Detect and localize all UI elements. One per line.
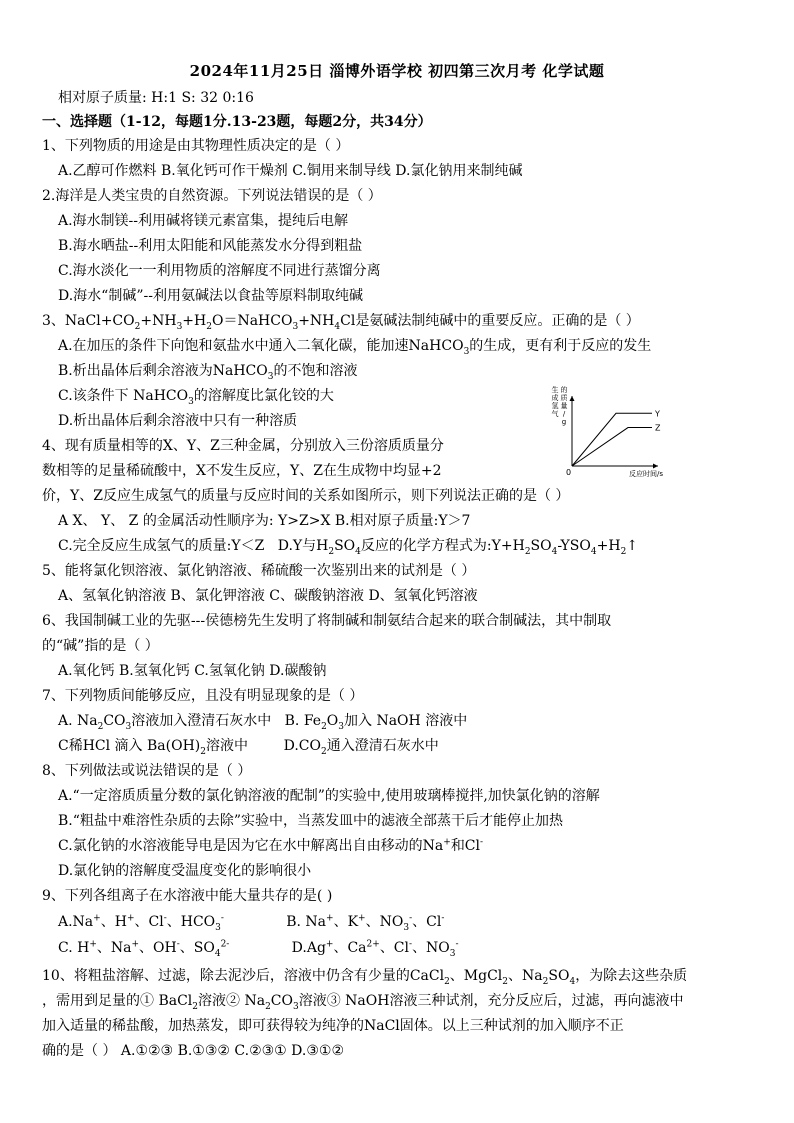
- hydrogen-mass-chart: [546, 382, 666, 478]
- question-4-line-3: 价，Y、Z反应生成氢气的质量与反应时间的关系如图所示，则下列说法正确的是（ ）: [42, 488, 570, 504]
- x-axis-label: 反应时间/s: [628, 470, 664, 478]
- question-9-stem: 9、下列各组离子在水溶液中能大量共存的是( ): [42, 888, 333, 904]
- question-7-options-cd: C稀HCl 滴入 $Ba(OH)_2$溶液中 $D.CO_2$通入澄清石灰水中: [58, 738, 439, 757]
- page-title: 2024年11月25日 淄博外语学校 初四第三次月考 化学试题: [189, 62, 605, 80]
- question-5-stem: 5、能将氯化钡溶液、氯化钠溶液、稀硫酸一次鉴别出来的试剂是（ ）: [42, 563, 476, 579]
- question-3-option-b: B.析出晶体后剩余溶液为NaHCO$_3$的不饱和溶液: [58, 363, 358, 382]
- origin-label: 0: [566, 468, 572, 477]
- question-2-stem: 2.海洋是人类宝贵的自然资源。下列说法错误的是（ ）: [42, 188, 382, 204]
- question-8-option-c: C.氯化钠的水溶液能导电是因为它在水中解离出自由移动的Na+和Cl-: [58, 837, 484, 854]
- question-2-option-b: B.海水晒盐--利用太阳能和风能蒸发水分得到粗盐: [58, 238, 363, 254]
- question-4-options-ab: A X、 Y、 Z 的金属活动性顺序为: Y>Z>X B.相对原子质量:Y＞7: [58, 513, 471, 529]
- question-1-options: A.乙醇可作燃料 B.氧化钙可作干燥剂 C.铜用来制导线 D.氯化钠用来制纯碱: [58, 163, 523, 179]
- question-2-option-d: D.海水“制碱”--利用氨碱法以食盐等原料制取纯碱: [58, 288, 363, 304]
- atomic-mass-note: 相对原子质量: H:1 S: 32 0:16: [58, 90, 254, 106]
- question-1-stem: 1、下列物质的用途是由其物理性质决定的是（ ）: [42, 138, 350, 154]
- question-4-options-cd: C.完全反应生成氢气的质量:Y＜Z D.Y与$H_2SO_4$反应的化学方程式为$:Y+H_2SO_4-YSO_4+H_2↑$: [58, 538, 639, 557]
- question-4-line-2: 数相等的足量稀硫酸中，X不发生反应，Y、Z在生成物中均显+2: [42, 463, 442, 479]
- question-8-option-d: D.氯化钠的溶解度受温度变化的影响很小: [58, 863, 312, 879]
- question-7-stem: 7、下列物质间能够反应，且没有明显现象的是（ ）: [42, 688, 364, 704]
- y-axis-arrow: [570, 396, 575, 401]
- question-3-option-d: D.析出晶体后剩余溶液中只有一种溶质: [58, 413, 298, 429]
- series-label-z: Z: [655, 423, 661, 433]
- y-axis-label: 生成氢气的质量/ g: [551, 386, 568, 426]
- section-heading: 一、选择题（1-12，每题1分.13-23题，每题2分，共34分）: [42, 114, 432, 130]
- question-3-option-c: C.该条件下 NaHCO$_3$的溶解度比氯化铰的大: [58, 388, 334, 407]
- question-2-option-c: C.海水淡化一一利用物质的溶解度不同进行蒸馏分离: [58, 263, 381, 279]
- question-8-option-b: B.“粗盐中难溶性杂质的去除”实验中，当蒸发皿中的滤液全部蒸干后才能停止加热: [58, 813, 564, 829]
- question-9-options-cd: C. H+、Na+、OH-、$SO_4^{2-}$ D.Ag+、$Ca^{2+}$、Cl-、$NO_3^-$: [58, 939, 459, 959]
- question-10-line-1: 10、将粗盐溶解、过滤，除去泥沙后，溶液中仍含有少量的CaCl$_2$、MgCl$_2$、$Na_2SO_4$，为除去这些杂质: [42, 968, 688, 987]
- question-8-stem: 8、下列做法或说法错误的是（ ）: [42, 763, 252, 779]
- question-2-option-a: A.海水制镁--利用碱将镁元素富集，提纯后电解: [58, 213, 349, 229]
- question-6-options: A.氧化钙 B.氢氧化钙 C.氢氧化钠 D.碳酸钠: [58, 663, 327, 679]
- question-10-line-3: 加入适量的稀盐酸，加热蒸发，即可获得较为纯净的NaCl固体。以上三种试剂的加入顺序不正: [42, 1018, 624, 1034]
- question-8-option-a: A.“一定溶质质量分数的氯化钠溶液的配制”的实验中,使用玻璃棒搅拌,加快氯化钠的溶解: [58, 788, 600, 804]
- question-5-options: A、氢氧化钠溶液 B、氯化钾溶液 C、碳酸钠溶液 D、氢氧化钙溶液: [58, 588, 478, 604]
- series-line-z: [572, 428, 652, 466]
- question-7-options-ab: A. $Na_2CO_3$溶液加入澄清石灰水中 B. $Fe_2O_3$加入 NaOH 溶液中: [58, 713, 468, 732]
- question-10-line-4: 确的是（ ） A.①②③ B.①③② C.②③① D.③①②: [42, 1043, 344, 1059]
- question-9-options-ab: A.Na+、H+、Cl-、$HCO_3^-$ B. Na+、K+、$NO_3^-$、Cl-: [58, 913, 445, 933]
- question-4-line-1: 4、现有质量相等的X、Y、Z三种金属，分别放入三份溶质质量分: [42, 438, 444, 454]
- question-3-option-a: A.在加压的条件下向饱和氨盐水中通入二氧化碳，能加速NaHCO$_3$的生成，更有利于反应的发生: [58, 338, 652, 357]
- question-6-line-2: 的“碱”指的是（ ）: [42, 638, 159, 654]
- x-axis-arrow: [653, 464, 658, 469]
- question-10-line-2: ，需用到足量的① BaCl$_2$溶液② $Na_2CO_3$溶液③ NaOH溶液三种试剂，充分反应后，过滤，再向滤液中: [42, 993, 684, 1012]
- question-6-line-1: 6、我国制碱工业的先驱---侯德榜先生发明了将制碱和制氨结合起来的联合制碱法，其中制取: [42, 613, 612, 629]
- series-label-y: Y: [655, 409, 660, 419]
- question-3-stem: 3、$NaCl+CO_2+NH_3+H_2O=NaHCO_3+NH_4Cl$是氨碱法制纯碱中的重要反应。正确的是（ ）: [42, 313, 640, 332]
